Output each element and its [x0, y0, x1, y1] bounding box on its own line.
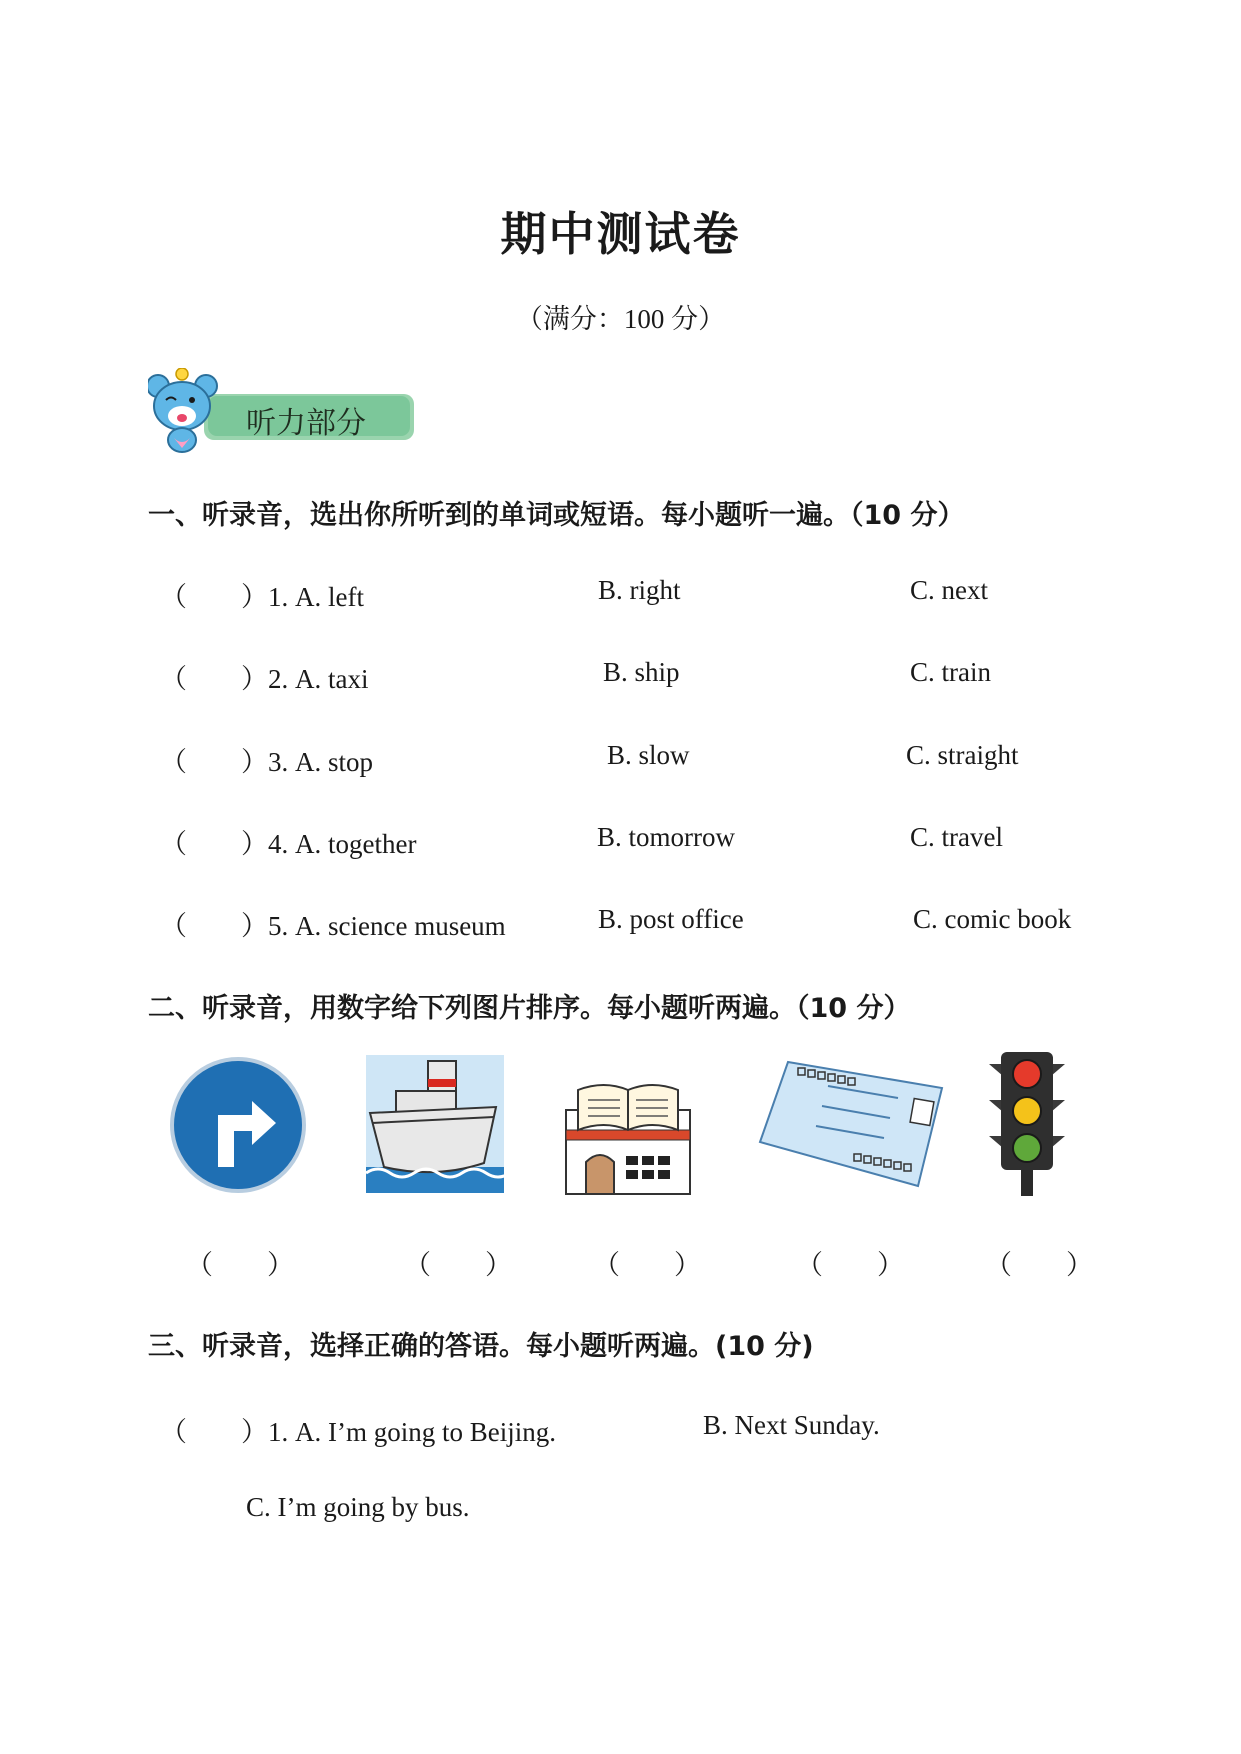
- s1-item-3-option-b: B. slow: [607, 740, 690, 770]
- traffic-light-icon: [985, 1050, 1069, 1196]
- s1-item-1-option-b: B. right: [598, 575, 681, 605]
- banner-label: 听力部分: [246, 406, 366, 441]
- s1-item-2-lead: （ ）2. A. taxi: [160, 664, 369, 694]
- s1-item-2-option-c: C. train: [910, 657, 991, 687]
- picture-4-blank[interactable]: （ ）: [796, 1250, 904, 1280]
- picture-2-blank[interactable]: （ ）: [404, 1250, 512, 1280]
- s3-item-1-option-c: C. I’m going by bus.: [246, 1492, 470, 1522]
- section3-heading: 三、听录音，选择正确的答语。每小题听两遍。(10 分): [148, 1331, 814, 1362]
- picture-3-blank[interactable]: （ ）: [593, 1250, 701, 1280]
- s1-item-2-option-b: B. ship: [603, 657, 680, 687]
- s1-item-1-option-c: C. next: [910, 575, 988, 605]
- section2-heading: 二、听录音，用数字给下列图片排序。每小题听两遍。（10 分）: [148, 993, 911, 1024]
- s1-item-3-lead: （ ）3. A. stop: [160, 747, 374, 777]
- bookstore-icon: [564, 1080, 692, 1196]
- full-score: （满分：100 分）: [515, 304, 726, 334]
- picture-5-blank[interactable]: （ ）: [985, 1250, 1093, 1280]
- turn-right-sign-icon: [168, 1055, 308, 1195]
- s1-item-5-lead: （ ）5. A. science museum: [160, 911, 506, 941]
- s1-item-4-lead: （ ）4. A. together: [160, 829, 417, 859]
- s3-item-1-lead: （ ）1. A. I’m going to Beijing.: [160, 1417, 556, 1447]
- picture-1-blank[interactable]: （ ）: [186, 1250, 294, 1280]
- s1-item-3-option-c: C. straight: [906, 740, 1019, 770]
- s1-item-5-option-b: B. post office: [598, 904, 744, 934]
- s1-item-1-lead: （ ）1. A. left: [160, 582, 364, 612]
- letter-icon: [758, 1058, 944, 1190]
- s1-item-4-option-c: C. travel: [910, 822, 1003, 852]
- page-title: 期中测试卷: [500, 207, 741, 261]
- listening-banner: [148, 368, 418, 458]
- s3-item-1-option-b: B. Next Sunday.: [703, 1410, 880, 1440]
- s1-item-4-option-b: B. tomorrow: [597, 822, 735, 852]
- ship-icon: [366, 1055, 504, 1193]
- section1-heading: 一、听录音，选出你所听到的单词或短语。每小题听一遍。（10 分）: [148, 500, 965, 531]
- s1-item-5-option-c: C. comic book: [913, 904, 1072, 934]
